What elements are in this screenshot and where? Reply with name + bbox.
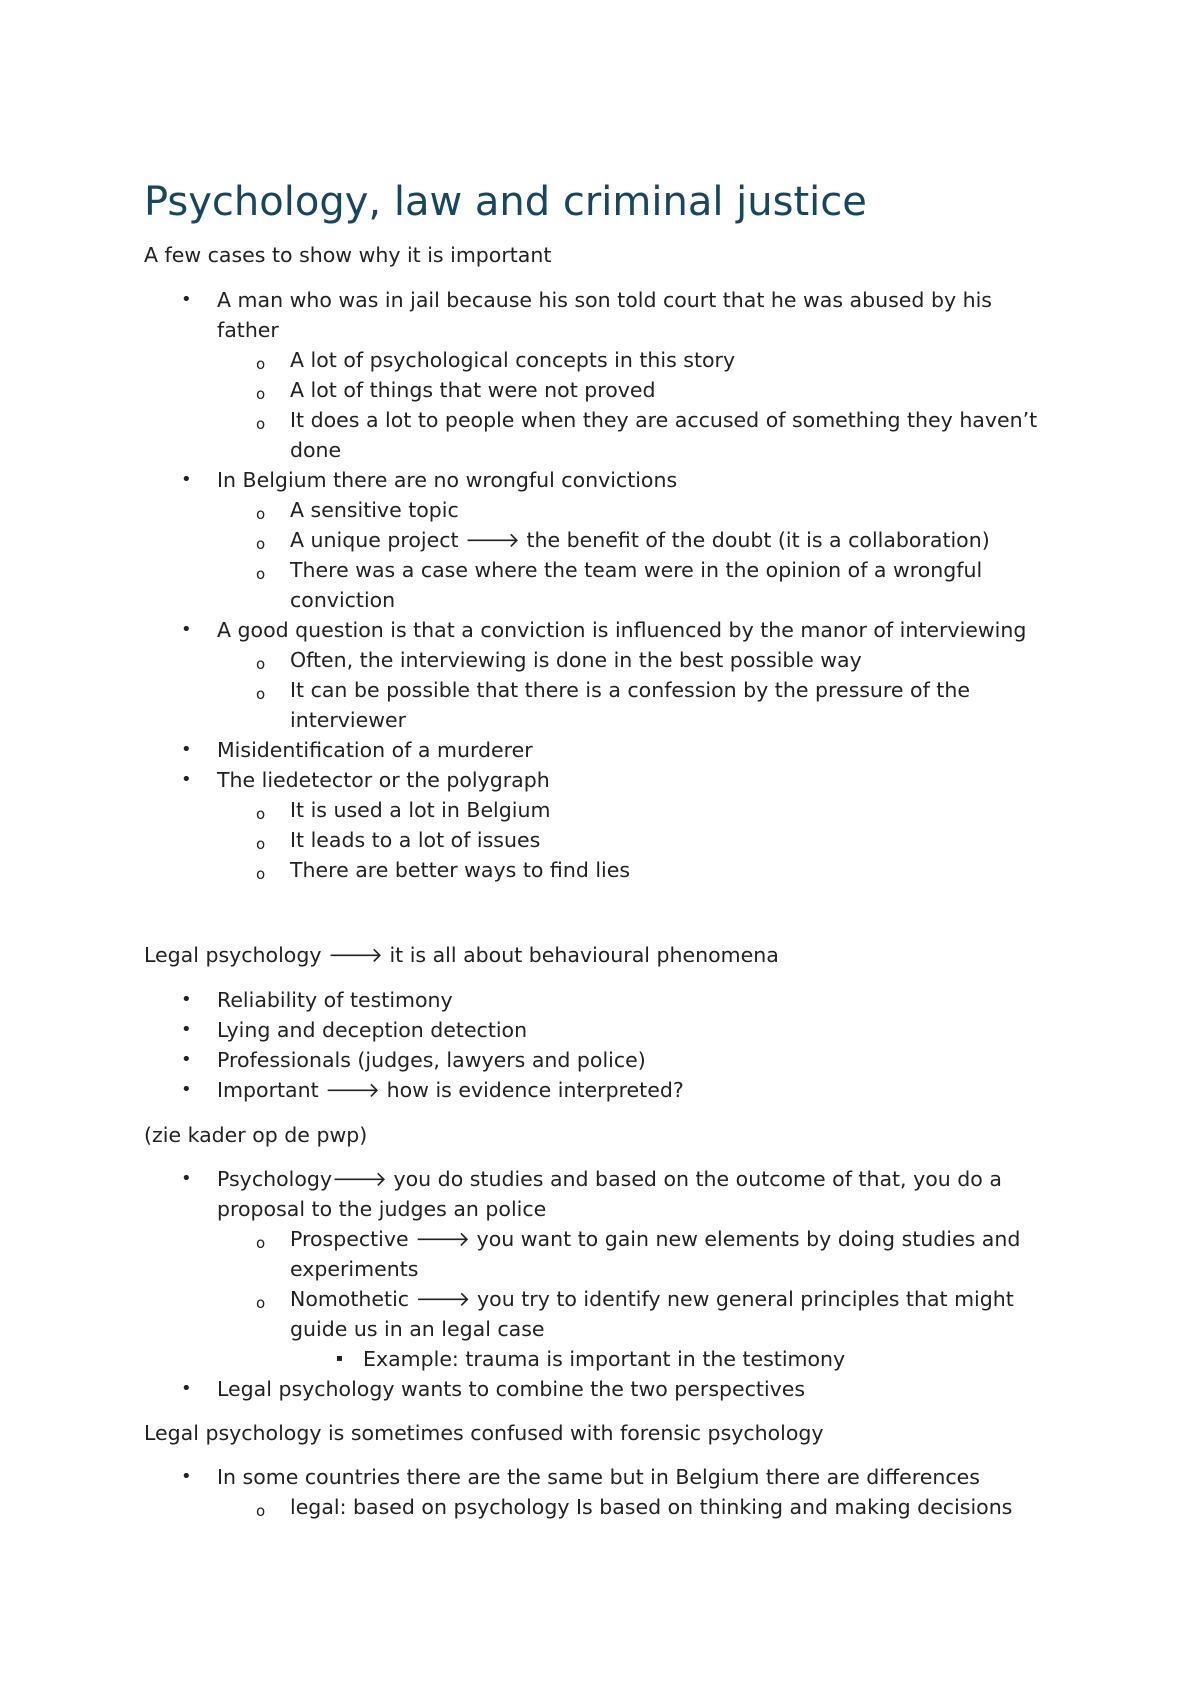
- circle-bullet-icon: o: [256, 865, 266, 883]
- list-item-level-1: [0, 615, 1057, 645]
- page-title: Psychology, law and criminal justice: [144, 179, 867, 225]
- list-item-level-2: [0, 495, 1060, 525]
- list-item-level-1: [0, 1164, 1057, 1224]
- square-bullet-icon: ▪: [336, 1353, 343, 1364]
- list-item-text: The liedetector or the polygraph: [217, 768, 550, 792]
- list-item-level-1: [0, 1374, 1057, 1404]
- list-item-text: In Belgium there are no wrongful convictions: [217, 468, 678, 492]
- paragraph-forensic: Legal psychology is sometimes confused with forensic psychology: [144, 1421, 824, 1445]
- list-item-text: Example: trauma is important in the testimony: [363, 1347, 846, 1371]
- list-item-level-1: [0, 765, 1057, 795]
- bullet-list-psychology: [0, 1164, 1200, 1404]
- circle-bullet-icon: o: [256, 535, 266, 553]
- list-item-level-3: [0, 1344, 1063, 1374]
- circle-bullet-icon: o: [256, 805, 266, 823]
- circle-bullet-icon: o: [256, 1234, 266, 1252]
- list-item-level-1: [0, 1015, 1057, 1045]
- list-item-text: It is used a lot in Belgium: [290, 798, 551, 822]
- list-item-text: Important 🡒 how is evidence interpreted?: [217, 1078, 684, 1102]
- list-item-level-2: [0, 795, 1060, 825]
- bullet-icon: •: [181, 989, 192, 1010]
- bullet-icon: •: [181, 1466, 192, 1487]
- list-item-level-1: [0, 985, 1057, 1015]
- list-item-level-2: [0, 1284, 1060, 1344]
- bullet-list-differences: [0, 1462, 1200, 1522]
- bullet-icon: •: [181, 769, 192, 790]
- list-item-level-2: [0, 675, 1060, 735]
- circle-bullet-icon: o: [256, 685, 266, 703]
- list-item-text: Prospective 🡒 you want to gain new elements by doing studies and experiments: [290, 1227, 1021, 1281]
- list-item-text: Reliability of testimony: [217, 988, 453, 1012]
- paragraph-zie-kader: (zie kader op de pwp): [144, 1123, 368, 1147]
- list-item-level-2: [0, 345, 1060, 375]
- list-item-level-1: [0, 1462, 1057, 1492]
- list-item-level-1: [0, 465, 1057, 495]
- list-item-level-2: [0, 525, 1060, 555]
- list-item-text: A lot of things that were not proved: [290, 378, 656, 402]
- list-item-text: A man who was in jail because his son told court that he was abused by his father: [217, 288, 992, 342]
- bullet-icon: •: [181, 1168, 192, 1189]
- list-item-level-2: [0, 405, 1060, 465]
- bullet-list-phenomena: [0, 985, 1200, 1105]
- list-item-level-2: [0, 645, 1060, 675]
- circle-bullet-icon: o: [256, 655, 266, 673]
- list-item-text: A unique project 🡒 the benefit of the doubt (it is a collaboration): [290, 528, 990, 552]
- list-item-level-2: [0, 1492, 1060, 1522]
- circle-bullet-icon: o: [256, 1502, 266, 1520]
- list-item-level-2: [0, 825, 1060, 855]
- list-item-text: Professionals (judges, lawyers and police): [217, 1048, 646, 1072]
- circle-bullet-icon: o: [256, 355, 266, 373]
- bullet-icon: •: [181, 1079, 192, 1100]
- bullet-icon: •: [181, 1019, 192, 1040]
- circle-bullet-icon: o: [256, 835, 266, 853]
- bullet-icon: •: [181, 739, 192, 760]
- list-item-text: legal: based on psychology Is based on thinking and making decisions: [290, 1495, 1013, 1519]
- list-item-level-2: [0, 855, 1060, 885]
- list-item-level-2: [0, 375, 1060, 405]
- list-item-level-1: [0, 735, 1057, 765]
- bullet-icon: •: [181, 1049, 192, 1070]
- circle-bullet-icon: o: [256, 1294, 266, 1312]
- list-item-text: It leads to a lot of issues: [290, 828, 541, 852]
- paragraph-legal-psychology: Legal psychology 🡒 it is all about behavioural phenomena: [144, 943, 779, 967]
- list-item-text: Misidentification of a murderer: [217, 738, 533, 762]
- bullet-icon: •: [181, 289, 192, 310]
- list-item-text: Legal psychology wants to combine the two perspectives: [217, 1377, 806, 1401]
- list-item-level-2: [0, 1224, 1060, 1284]
- list-item-text: A good question is that a conviction is influenced by the manor of interviewing: [217, 618, 1027, 642]
- list-item-level-1: [0, 285, 1057, 345]
- list-item-text: In some countries there are the same but in Belgium there are differences: [217, 1465, 980, 1489]
- list-item-text: There was a case where the team were in the opinion of a wrongful conviction: [290, 558, 983, 612]
- intro-paragraph: A few cases to show why it is important: [144, 243, 552, 267]
- circle-bullet-icon: o: [256, 565, 266, 583]
- list-item-text: Psychology🡒 you do studies and based on the outcome of that, you do a proposal to the judges an police: [217, 1167, 1002, 1221]
- bullet-icon: •: [181, 619, 192, 640]
- list-item-text: It can be possible that there is a confession by the pressure of the interviewer: [290, 678, 970, 732]
- list-item-text: It does a lot to people when they are accused of something they haven’t done: [290, 408, 1038, 462]
- list-item-level-2: [0, 555, 1060, 615]
- list-item-text: Often, the interviewing is done in the best possible way: [290, 648, 862, 672]
- list-item-text: Nomothetic 🡒 you try to identify new general principles that might guide us in an legal case: [290, 1287, 1014, 1341]
- bullet-icon: •: [181, 469, 192, 490]
- circle-bullet-icon: o: [256, 415, 266, 433]
- list-item-level-1: [0, 1075, 1057, 1105]
- circle-bullet-icon: o: [256, 505, 266, 523]
- bullet-list-cases: [0, 285, 1200, 885]
- list-item-text: Lying and deception detection: [217, 1018, 528, 1042]
- list-item-text: A lot of psychological concepts in this story: [290, 348, 736, 372]
- bullet-icon: •: [181, 1378, 192, 1399]
- list-item-text: There are better ways to find lies: [290, 858, 631, 882]
- list-item-level-1: [0, 1045, 1057, 1075]
- list-item-text: A sensitive topic: [290, 498, 459, 522]
- circle-bullet-icon: o: [256, 385, 266, 403]
